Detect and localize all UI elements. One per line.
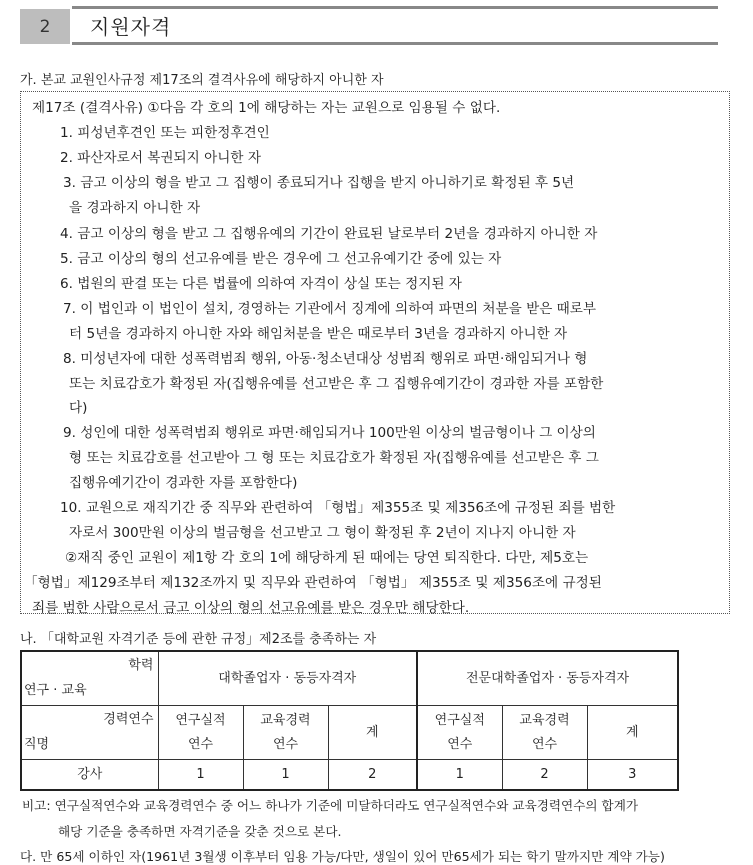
article-line: 형 또는 치료감호를 선고받아 그 형 또는 치료감호가 확정된 자(집행유예를 선고받은 후 그 (69, 450, 599, 466)
sub-header-teaching: 교육경력 연수 (243, 706, 328, 760)
article-line: 제17조 (결격사유) ①다음 각 호의 1에 해당하는 자는 교원으로 임용될 수 없다. (32, 100, 501, 116)
article-line: 4. 금고 이상의 형을 받고 그 집행유예의 기간이 완료된 날로부터 2년을 경과하지 아니한 자 (60, 226, 598, 242)
article-line: 8. 미성년자에 대한 성폭력범죄 행위, 아동·청소년대상 성범죄 행위로 파면·해임되거나 형 (63, 351, 588, 367)
article-line: 죄를 범한 사람으로서 금고 이상의 형의 선고유예를 받은 경우만 해당한다. (32, 600, 470, 616)
article-line: 다) (69, 400, 88, 416)
row-label-lecturer: 강사 (21, 760, 158, 791)
sub-header-research: 연구실적 연수 (158, 706, 243, 760)
article-line: ②재직 중인 교원이 제1항 각 호의 1에 해당하게 된 때에는 당연 퇴직한다. 다만, 제5호는 (65, 550, 589, 566)
disqualification-box (20, 91, 730, 614)
table-note-line1: 비고: 연구실적연수와 교육경력연수 중 어느 하나가 기준에 미달하더라도 연구실적연수와 교육경력연수의 합계가 (22, 798, 639, 813)
table-cell: 1 (417, 760, 502, 791)
table-cell: 1 (243, 760, 328, 791)
corner-top-left: 연구 · 교육 (24, 683, 87, 698)
article-line: 2. 파산자로서 복권되지 아니한 자 (60, 150, 261, 166)
group-header-university: 대학졸업자 · 동등자격자 (158, 651, 417, 706)
article-line: 집행유예기간이 경과한 자를 포함한다) (69, 475, 298, 491)
corner-bottom-left: 직명 (24, 737, 50, 752)
article-line: 7. 이 법인과 이 법인이 설치, 경영하는 기관에서 징계에 의하여 파면의 처분을 받은 때로부 (63, 301, 597, 317)
article-line: 을 경과하지 아니한 자 (69, 200, 201, 216)
corner-header-bottom (21, 706, 158, 760)
table-cell: 2 (502, 760, 587, 791)
article-line: 5. 금고 이상의 형의 선고유예를 받은 경우에 그 선고유예기간 중에 있는 자 (60, 251, 502, 267)
article-line: 자로서 300만원 이상의 벌금형을 선고받고 그 형이 확정된 후 2년이 지나지 아니한 자 (69, 525, 576, 541)
article-line: 또는 치료감호가 확정된 자(집행유예를 선고받은 후 그 집행유예기간이 경과한 자를 포함한 (69, 376, 604, 392)
article-line: 9. 성인에 대한 성폭력범죄 행위로 파면·해임되거나 100만원 이상의 벌금형이나 그 이상의 (63, 425, 596, 441)
section-number: 2 (20, 9, 70, 44)
corner-bottom-right: 경력연수 (103, 712, 154, 727)
table-cell: 1 (158, 760, 243, 791)
corner-top-right: 학력 (128, 658, 154, 673)
sub-header-total: 계 (587, 706, 678, 760)
item-b-heading: 나. 「대학교원 자격기준 등에 관한 규정」제2조를 충족하는 자 (20, 632, 377, 647)
qualification-table (20, 650, 679, 791)
header-top-rule (72, 6, 718, 9)
article-line: 6. 법원의 판결 또는 다른 법률에 의하여 자격이 상실 또는 정지된 자 (60, 276, 462, 292)
table-cell: 2 (328, 760, 417, 791)
corner-header-top (21, 651, 158, 706)
sub-header-total: 계 (328, 706, 417, 760)
group-header-college: 전문대학졸업자 · 동등자격자 (417, 651, 678, 706)
item-a-heading: 가. 본교 교원인사규정 제17조의 결격사유에 해당하지 아니한 자 (20, 73, 384, 88)
item-c-age-requirement: 다. 만 65세 이하인 자(1961년 3월생 이후부터 임용 가능/다만, 생일이 있어 만65세가 되는 학기 말까지만 계약 가능) (20, 849, 665, 864)
header-bottom-rule (72, 42, 718, 45)
table-cell: 3 (587, 760, 678, 791)
article-line: 1. 피성년후견인 또는 피한정후견인 (60, 125, 270, 141)
article-line: 「형법」제129조부터 제132조까지 및 직무와 관련하여 「형법」 제355조 및 제356조에 규정된 (24, 575, 602, 591)
section-header (0, 0, 753, 52)
section-title: 지원자격 (90, 15, 172, 39)
sub-header-research: 연구실적 연수 (417, 706, 502, 760)
table-note-line2: 해당 기준을 충족하면 자격기준을 갖춘 것으로 본다. (58, 824, 342, 839)
article-line: 터 5년을 경과하지 아니한 자와 해임처분을 받은 때로부터 3년을 경과하지 아니한 자 (69, 326, 568, 342)
sub-header-teaching: 교육경력 연수 (502, 706, 587, 760)
article-line: 10. 교원으로 재직기간 중 직무와 관련하여 「형법」제355조 및 제356조에 규정된 죄를 범한 (60, 500, 616, 516)
article-line: 3. 금고 이상의 형을 받고 그 집행이 종료되거나 집행을 받지 아니하기로 확정된 후 5년 (63, 175, 575, 191)
